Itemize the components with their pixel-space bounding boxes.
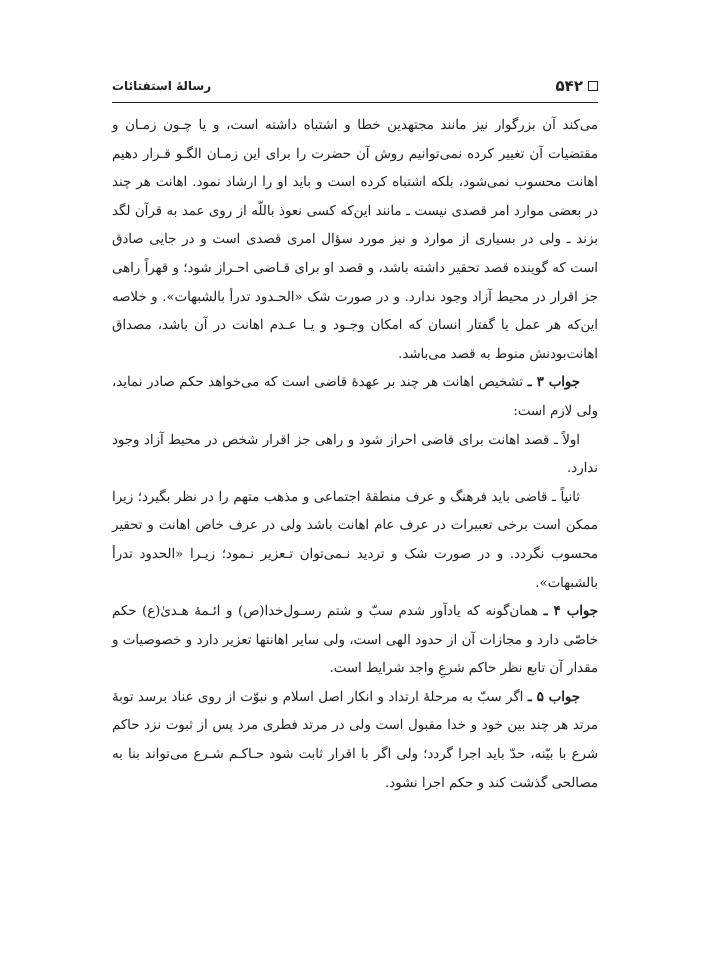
paragraph-text: همان‌گونه که یادآور شدم سبّ و شتم رسـول‌خدا(ص) و ائـمۀ هـدیٰ(ع) حکم خاصّی دارد و مجازات آن از حدود الهی است، ولی سایر اهانتها تعزیر دارد و خصوصیات و مقدار آن تابع نظر حاکم شرعِ واجد شرایط است. [112,604,598,677]
answer-label: جواب ۳ ـ [527,375,580,391]
paragraph [112,369,598,426]
answer-label: جواب ۵ ـ [527,689,580,705]
body-text [112,112,598,798]
page-number-group [556,77,598,95]
paragraph-text: اگر سبّ به مرحلۀ ارتداد و انکار اصل اسلام و نبوّت از روی عناد برسد توبۀ مرتد هر چند بین خود و خدا مقبول است ولی در مرتد فطری مرد پس از ثبوت نزد حاکم شرع با بیّنه، حدّ باید اجرا گردد؛ ولی اگر با اقرار ثابت شود حـاکـم شـرع می‌تواند بنا به مصالحی گذشت کند و حکم اجرا نشود. [112,689,598,791]
paragraph-text: اولاً ـ قصد اهانت برای قاضی احراز شود و راهی جز اقرار شخص در محیط آزاد وجود ندارد. [112,432,598,477]
paragraph [112,598,598,684]
paragraph-text: می‌کند آن بزرگوار نیز مانند مجتهدین خطا و اشتباه داشته است، و یا چـون زمـان و مقتضیات آن تغییر کرده نمی‌توانیم روش آن حضرت را برای این زمـان الگـو قـرار دهیم اهانت محسوب نمی‌شود، بلکه اشتباه کرده است و باید او را ارشاد نمود. اهانت هر چند در بعضی موارد امر قصدی نیست ـ مانند این‌که کسی نعوذ باللّه از روی عمد به قرآن لگد بزند ـ ولی در بسیاری از موارد و نیز مورد سؤال امری قصدی است و در جایی صادق است که گوینده قصد تحقیر داشته باشد، و قصد او برای قـاضی احـراز شود؛ و قهراً راهی جز اقرار در محیط آزاد وجود ندارد. و در صورت شک «الحـدود تدرأ بالشبهات». و خلاصه این‌که هر عمل یا گفتار انسان که امکان وجـود و یـا عـدم اهانت در آن باشد، مصداق اهانت‌بودنش منوط به قصد می‌باشد. [112,118,598,362]
paragraph [112,684,598,798]
paragraph [112,427,598,484]
paragraph-text: تشخیص اهانت هر چند بر عهدۀ قاضی است که می‌خواهد حکم صادر نماید، ولی لازم است: [112,375,598,419]
square-bullet-icon [588,81,598,91]
header-rule [112,102,598,103]
paragraph-text: ثانیاً ـ قاضی باید فرهنگ و عرف منطقۀ اجتماعی و مذهب متهم را در نظر بگیرد؛ زیرا ممکن است برخی تعبیرات در عرف عام اهانت باشد ولی در عرف خاص اهانت و تحقیر محسوب نگردد. و در صورت شک و تردید نـمی‌توان تـعزیر نـمود؛ زیـرا «الحدود تدرأ بالشبهات». [112,489,598,591]
page-header [112,74,598,98]
paragraph [112,484,598,598]
answer-label: جواب ۴ ـ [543,604,599,620]
running-title: رسالۀ استفتائات [112,79,212,93]
page-number: ۵۴۲ [555,77,583,95]
paragraph [112,112,598,369]
